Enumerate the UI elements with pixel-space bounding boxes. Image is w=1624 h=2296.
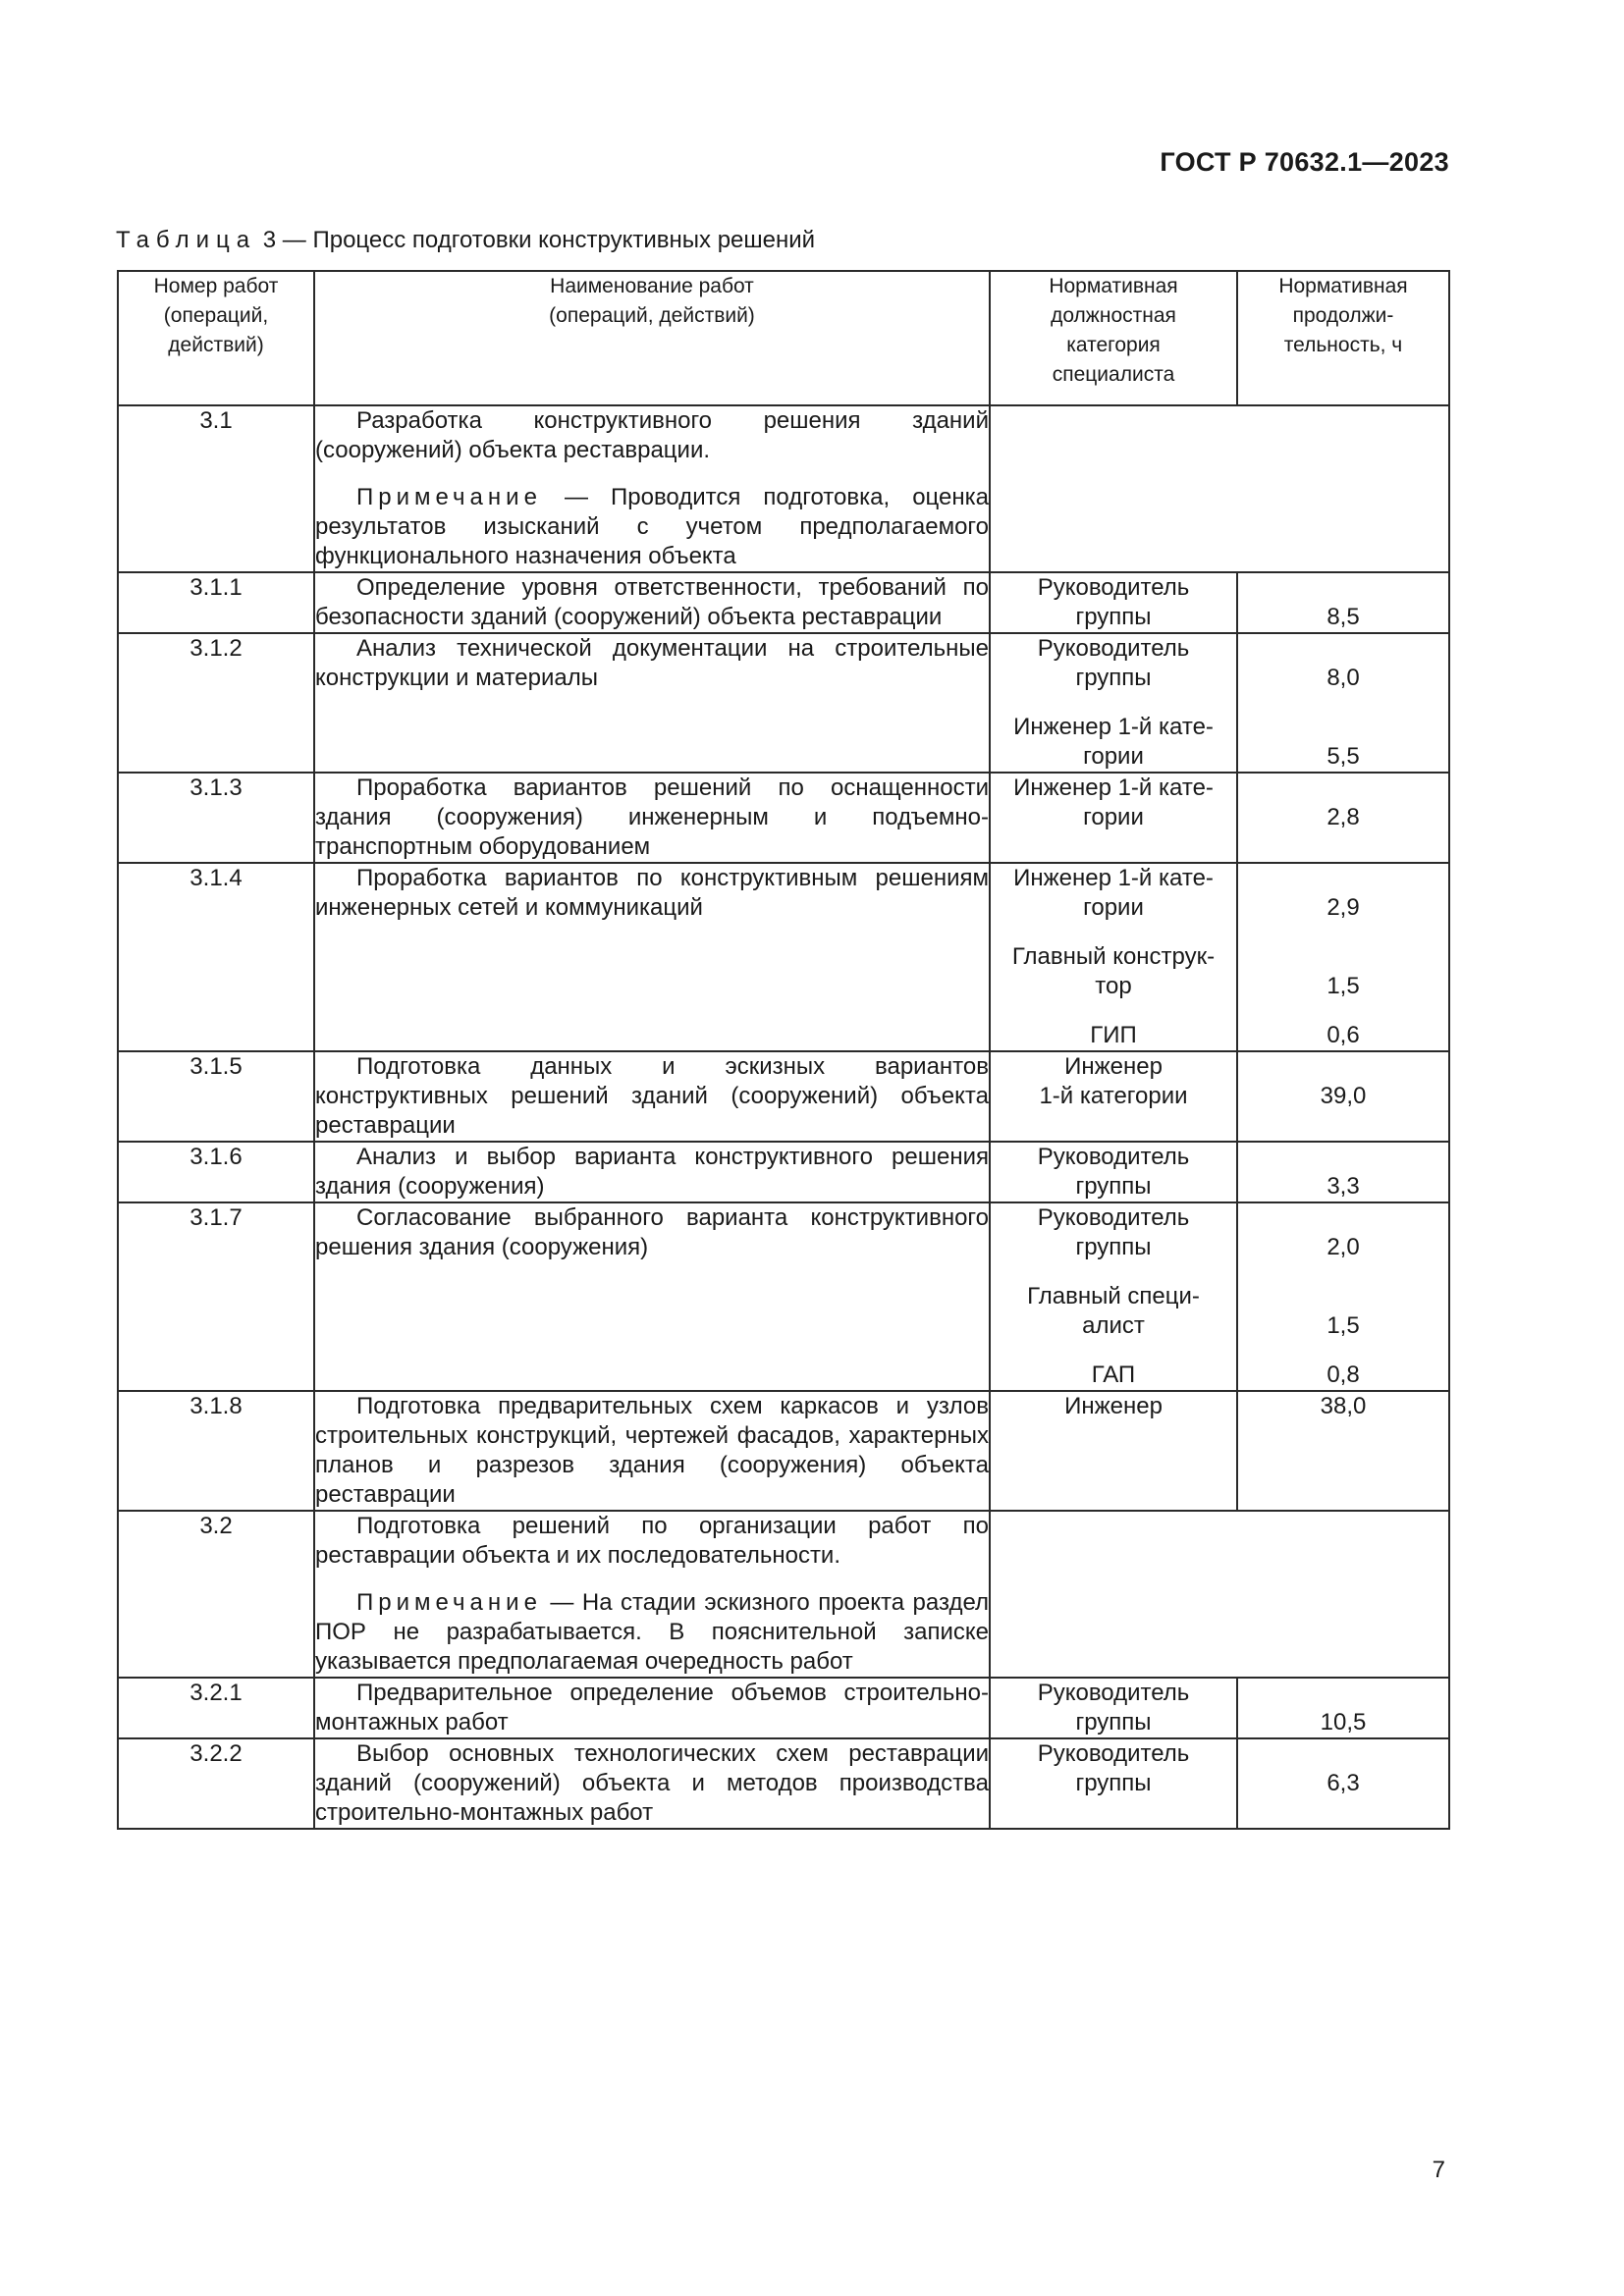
work-number-cell: 3.1	[118, 405, 314, 572]
work-name: Выбор основных технологических схем реставрации зданий (сооружений) объекта и методов производства строительно-монтажных работ	[315, 1740, 989, 1826]
duration-entry	[1238, 1679, 1448, 1737]
duration-entry	[1238, 634, 1448, 693]
work-number-cell: 3.1.3	[118, 773, 314, 863]
work-name-cell	[314, 1391, 990, 1511]
specialist-cell	[990, 1738, 1237, 1829]
work-name: Проработка вариантов по конструктивным решениям инженерных сетей и коммуникаций	[315, 865, 989, 921]
header-col-dur	[1237, 271, 1449, 405]
specialist-line: тор	[1095, 973, 1132, 999]
header-line: должностная	[1051, 304, 1176, 327]
work-note	[315, 483, 989, 571]
duration-entry	[1238, 1392, 1448, 1421]
specialist-line: Руководитель	[1037, 1144, 1190, 1170]
specialist-line: группы	[1075, 1709, 1152, 1735]
specialist-entry	[991, 1392, 1236, 1421]
note-text: — Проводится подготовка, оценка результатов изысканий с учетом предполагаемого функционального назначения объекта	[315, 484, 989, 569]
work-name: Подготовка решений по организации работ по реставрации объекта и их последовательности.	[315, 1513, 989, 1569]
specialist-line: Руководитель	[1037, 574, 1190, 601]
specialist-line: Главный специ-	[1027, 1283, 1200, 1309]
duration-value: 3,3	[1326, 1173, 1360, 1200]
work-number-cell: 3.1.6	[118, 1142, 314, 1202]
duration-value: 8,5	[1326, 604, 1360, 630]
table-row	[118, 863, 1449, 1051]
duration-value: 8,0	[1326, 665, 1360, 691]
work-name-cell	[314, 1678, 990, 1738]
specialist-cell	[990, 773, 1237, 863]
work-name-cell	[314, 1738, 990, 1829]
specialist-line: 1-й категории	[1039, 1083, 1188, 1109]
specialist-line: группы	[1075, 665, 1152, 691]
duration-entry	[1238, 864, 1448, 923]
duration-entry	[1238, 573, 1448, 632]
work-name: Проработка вариантов решений по оснащенности здания (сооружения) инженерным и подъемно-транспортным оборудованием	[315, 774, 989, 860]
duration-value: 1,5	[1326, 1312, 1360, 1339]
header-line: Нормативная	[1049, 275, 1178, 297]
duration-cell	[1237, 1142, 1449, 1202]
note-label: Примечание	[356, 484, 542, 510]
duration-value: 0,8	[1326, 1362, 1360, 1388]
specialist-cell	[990, 1142, 1237, 1202]
table-row	[118, 1738, 1449, 1829]
work-name: Разработка конструктивного решения зданий (сооружений) объекта реставрации.	[315, 407, 989, 463]
work-name: Согласование выбранного варианта конструктивного решения здания (сооружения)	[315, 1204, 989, 1260]
specialist-line: Инженер	[1064, 1393, 1163, 1419]
specialist-entry	[991, 1203, 1236, 1262]
specialist-line: группы	[1075, 1173, 1152, 1200]
specialist-cell	[990, 572, 1237, 633]
work-name: Подготовка предварительных схем каркасов и узлов строительных конструкций, чертежей фасадов, характерных планов и разрезов здания (сооружения) объекта реставрации	[315, 1393, 989, 1508]
duration-value: 0,6	[1326, 1022, 1360, 1048]
table-row	[118, 1391, 1449, 1511]
specialist-entry	[991, 713, 1236, 772]
work-number-cell: 3.1.2	[118, 633, 314, 773]
specialist-cell	[990, 863, 1237, 1051]
duration-entry	[1238, 1143, 1448, 1201]
header-line: продолжи-	[1292, 304, 1394, 327]
specialist-line: алист	[1082, 1312, 1145, 1339]
work-name-cell	[314, 1202, 990, 1391]
empty-merged-cell	[990, 405, 1449, 572]
specialist-cell	[990, 1051, 1237, 1142]
header-col-spec	[990, 271, 1237, 405]
page-number: 7	[1432, 2157, 1445, 2183]
duration-entry	[1238, 774, 1448, 832]
work-number-cell: 3.1.7	[118, 1202, 314, 1391]
duration-value: 2,8	[1326, 804, 1360, 830]
specialist-entry	[991, 774, 1236, 832]
duration-value: 6,3	[1326, 1770, 1360, 1796]
header-line: Наименование работ	[550, 275, 754, 297]
specialist-line: Главный конструк-	[1011, 943, 1216, 970]
work-name-cell	[314, 1511, 990, 1678]
specialist-entry	[991, 942, 1236, 1001]
work-name: Анализ технической документации на строительные конструкции и материалы	[315, 635, 989, 691]
work-number-cell: 3.2.1	[118, 1678, 314, 1738]
duration-value: 38,0	[1320, 1393, 1367, 1419]
specialist-line: ГИП	[1090, 1022, 1137, 1048]
header-line: действий)	[168, 334, 264, 356]
empty-merged-cell	[990, 1511, 1449, 1678]
duration-entry	[1238, 1021, 1448, 1050]
duration-entry	[1238, 1739, 1448, 1798]
duration-cell	[1237, 1738, 1449, 1829]
specialist-line: Руководитель	[1037, 635, 1190, 662]
duration-entry	[1238, 1203, 1448, 1262]
specialist-line: Руководитель	[1037, 1204, 1190, 1231]
specialist-entry	[991, 1679, 1236, 1737]
duration-entry	[1238, 1052, 1448, 1111]
duration-cell	[1237, 1391, 1449, 1511]
work-name-cell	[314, 572, 990, 633]
duration-value: 2,9	[1326, 894, 1360, 921]
duration-entry	[1238, 942, 1448, 1001]
duration-cell	[1237, 863, 1449, 1051]
work-number-cell: 3.1.4	[118, 863, 314, 1051]
duration-cell	[1237, 773, 1449, 863]
specialist-entry	[991, 1021, 1236, 1050]
specialist-entry	[991, 1052, 1236, 1111]
specialist-entry	[991, 634, 1236, 693]
work-table	[117, 270, 1450, 1830]
specialist-cell	[990, 1391, 1237, 1511]
work-number-cell: 3.1.1	[118, 572, 314, 633]
specialist-line: гории	[1083, 804, 1144, 830]
specialist-cell	[990, 1202, 1237, 1391]
work-name-cell	[314, 773, 990, 863]
work-number-cell: 3.1.5	[118, 1051, 314, 1142]
table-body	[118, 405, 1449, 1829]
work-number-cell: 3.1.8	[118, 1391, 314, 1511]
header-line: Нормативная	[1278, 275, 1408, 297]
specialist-entry	[991, 573, 1236, 632]
table-row	[118, 773, 1449, 863]
work-name-cell	[314, 1051, 990, 1142]
table-row	[118, 405, 1449, 572]
specialist-line: Инженер 1-й кате-	[1013, 774, 1214, 801]
table-row	[118, 1511, 1449, 1678]
table-caption	[116, 227, 815, 254]
work-name: Предварительное определение объемов строительно-монтажных работ	[315, 1680, 989, 1735]
duration-value: 1,5	[1326, 973, 1360, 999]
work-name-cell	[314, 863, 990, 1051]
table-row	[118, 1142, 1449, 1202]
work-name-cell	[314, 1142, 990, 1202]
table-row	[118, 1051, 1449, 1142]
duration-cell	[1237, 1051, 1449, 1142]
duration-value: 39,0	[1320, 1083, 1367, 1109]
work-note	[315, 1588, 989, 1677]
header-line: (операций,	[163, 304, 269, 327]
work-name-cell	[314, 405, 990, 572]
duration-cell	[1237, 633, 1449, 773]
specialist-line: группы	[1075, 1234, 1152, 1260]
duration-cell	[1237, 1202, 1449, 1391]
specialist-line: группы	[1075, 1770, 1152, 1796]
specialist-line: Инженер 1-й кате-	[1013, 714, 1214, 740]
table-caption-word: Таблица	[116, 227, 257, 253]
specialist-cell	[990, 633, 1237, 773]
specialist-line: группы	[1075, 604, 1152, 630]
header-col-num	[118, 271, 314, 405]
specialist-entry	[991, 1361, 1236, 1390]
work-number-cell: 3.2.2	[118, 1738, 314, 1829]
specialist-line: Руководитель	[1037, 1680, 1190, 1706]
specialist-line: гории	[1083, 743, 1144, 770]
duration-value: 10,5	[1320, 1709, 1367, 1735]
work-name: Анализ и выбор варианта конструктивного решения здания (сооружения)	[315, 1144, 989, 1200]
header-line: Номер работ	[153, 275, 279, 297]
table-row	[118, 1202, 1449, 1391]
duration-cell	[1237, 1678, 1449, 1738]
note-text: — На стадии эскизного проекта раздел ПОР не разрабатывается. В пояснительной записке указывается предполагаемая очередность работ	[315, 1589, 990, 1675]
duration-value: 5,5	[1326, 743, 1360, 770]
duration-cell	[1237, 572, 1449, 633]
header-line: категория	[1066, 334, 1161, 356]
table-caption-text: 3 — Процесс подготовки конструктивных решений	[262, 227, 816, 253]
specialist-line: Инженер 1-й кате-	[1013, 865, 1214, 891]
specialist-line: Руководитель	[1037, 1740, 1190, 1767]
work-number-cell: 3.2	[118, 1511, 314, 1678]
table-row	[118, 633, 1449, 773]
duration-entry	[1238, 713, 1448, 772]
work-name-cell	[314, 633, 990, 773]
specialist-cell	[990, 1678, 1237, 1738]
header-line: специалиста	[1052, 363, 1175, 386]
table-header-row	[118, 271, 1449, 405]
specialist-entry	[991, 1143, 1236, 1201]
specialist-line: ГАП	[1091, 1362, 1136, 1388]
specialist-line: Инженер	[1064, 1053, 1163, 1080]
table-row	[118, 572, 1449, 633]
specialist-entry	[991, 1739, 1236, 1798]
header-line: тельность, ч	[1283, 334, 1403, 356]
work-name: Определение уровня ответственности, требований по безопасности зданий (сооружений) объекта реставрации	[315, 574, 989, 630]
duration-value: 2,0	[1326, 1234, 1360, 1260]
document-code: ГОСТ Р 70632.1—2023	[1160, 147, 1449, 177]
header-col-name	[314, 271, 990, 405]
specialist-entry	[991, 1282, 1236, 1341]
duration-entry	[1238, 1282, 1448, 1341]
table-row	[118, 1678, 1449, 1738]
duration-entry	[1238, 1361, 1448, 1390]
header-line: (операций, действий)	[549, 304, 755, 327]
note-label: Примечание	[356, 1589, 542, 1616]
specialist-entry	[991, 864, 1236, 923]
work-name: Подготовка данных и эскизных вариантов конструктивных решений зданий (сооружений) объекта реставрации	[315, 1053, 989, 1139]
specialist-line: гории	[1083, 894, 1144, 921]
